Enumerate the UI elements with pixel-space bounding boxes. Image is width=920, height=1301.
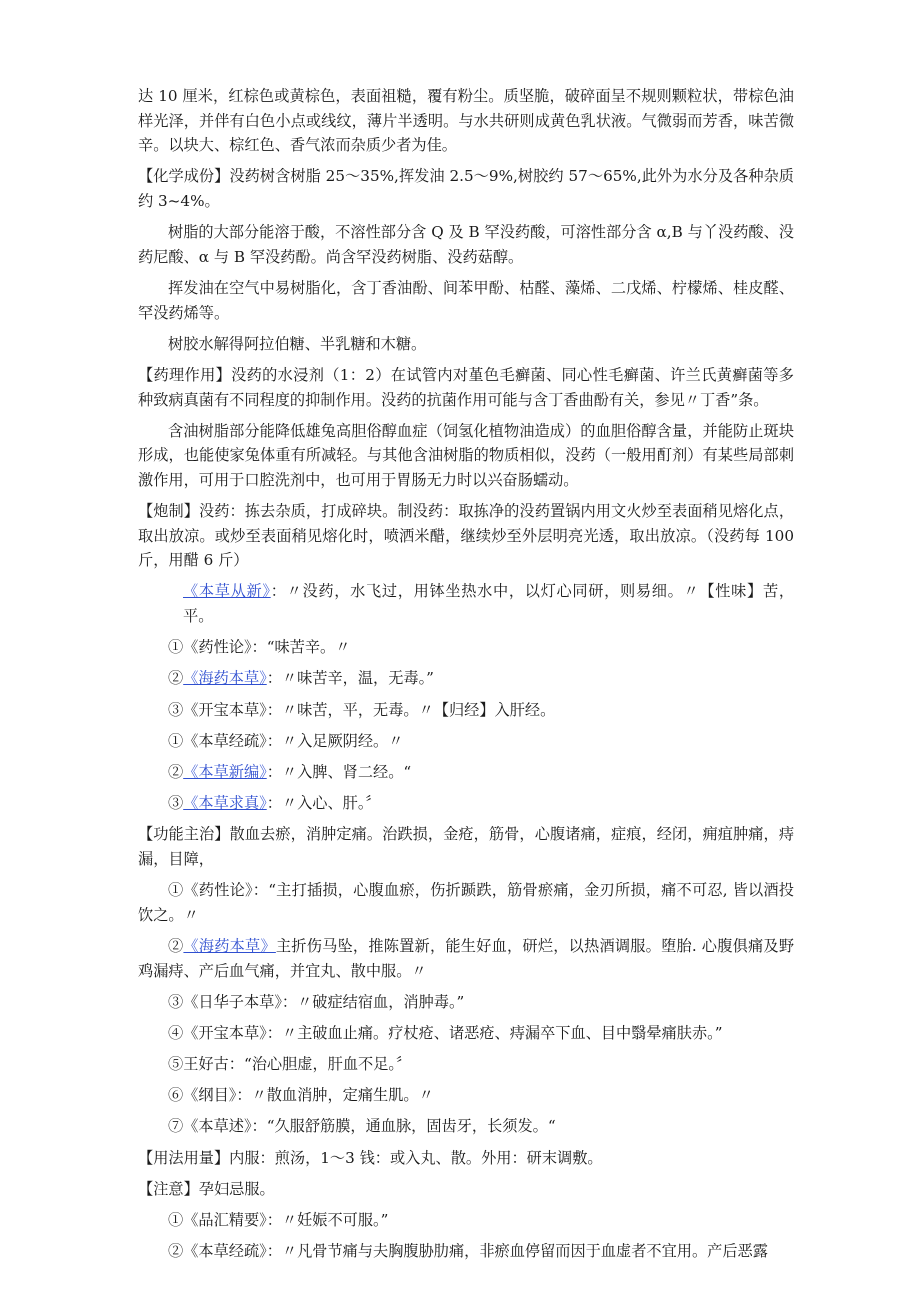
paragraph-text: ①《品汇精要》：〃妊娠不可服。”	[168, 1211, 389, 1229]
paragraph-text: 【注意】孕妇忌服。	[138, 1179, 275, 1198]
section-paragraph	[138, 363, 794, 412]
body-paragraph	[138, 276, 794, 325]
paragraph-text: ：〃味苦辛，温，无毒。”	[266, 669, 434, 688]
citation-line	[138, 791, 794, 816]
paragraph-text: ④《开宝本草》：〃主破血止痛。疗杖疮、诸恶疮、痔漏卒下血、目中翳晕痛肤赤。”	[168, 1023, 723, 1042]
paragraph-text: ③《日华子本草》：〃破症结宿血，消肿毒。”	[168, 992, 465, 1011]
citation-line	[138, 760, 794, 785]
citation-line	[138, 1083, 794, 1108]
citation-line	[138, 990, 794, 1015]
paragraph-text: 【化学成份】没药树含树脂 25～35%,挥发油 2.5～9%,树胶约 57～65%,此外为水分及各种杂质约 3~4%。	[138, 167, 794, 210]
section-paragraph	[138, 499, 794, 573]
paragraph-text: ②《本草经疏》：〃凡骨节痛与夫胸腹胁肋痛，非瘀血停留而因于血虚者不宜用。产后恶露	[168, 1242, 768, 1261]
paragraph-text: ⑥《纲目》：〃散血消肿，定痛生肌。〃	[168, 1086, 434, 1105]
citation-line	[138, 1208, 794, 1233]
paragraph-text: ：〃入脾、肾二经。“	[266, 762, 412, 781]
paragraph-text: ：〃入心、肝。〞	[266, 794, 381, 813]
citation-line	[138, 579, 794, 628]
citation-line	[138, 934, 794, 983]
citation-line	[138, 1021, 794, 1046]
paragraph-text: 【炮制】没药：拣去杂质，打成碎块。制没药：取拣净的没药置锅内用文火炒至表面稍见熔化点，取出放凉。或炒至表面稍见熔化时，喷洒米醋，继续炒至外层明亮光透，取出放凉。（没药每 100 斤，用醋 6 斤）	[138, 502, 794, 570]
paragraph-text: 含油树脂部分能降低雄兔高胆俗醇血症（饲氢化植物油造成）的血胆俗醇含量，并能防止斑块形成，也能使家兔体重有所减轻。与其他含油树脂的物质相似，没药（一般用酊剂）有某些局部刺激作用，可用于口腔洗剂中，也可用于胃肠无力时以兴奋肠蠕动。	[138, 421, 794, 489]
paragraph-text: 树脂的大部分能溶于酸，不溶性部分含 Q 及 B 罕没药酸，可溶性部分含 α,B 与丫没药酸、没药尼酸、α 与 B 罕没药酚。尚含罕没药树脂、没药菇醇。	[138, 223, 794, 266]
section-paragraph	[138, 164, 794, 213]
citation-line	[138, 878, 794, 927]
citation-line	[138, 1114, 794, 1139]
paragraph-text: ①《本草经疏》：〃入足厥阴经。〃	[168, 731, 404, 750]
source-link[interactable]: 《本草求真》	[183, 794, 267, 813]
citation-line	[138, 729, 794, 754]
paragraph-text: ⑤王好古：“治心胆虚，肝血不足。〞	[168, 1055, 412, 1074]
citation-line	[138, 1239, 794, 1264]
body-paragraph	[138, 220, 794, 269]
paragraph-text: 主折伤马坠，推陈置新，能生好血，研烂，以热酒调服。堕胎. 心腹俱痛及野鸡漏痔、产后血气痛，并宜丸、散中服。〃	[138, 936, 795, 980]
section-paragraph	[138, 84, 794, 158]
paragraph-text: 挥发油在空气中易树脂化，含丁香油酚、间苯甲酚、枯醛、藻烯、二戊烯、柠檬烯、桂皮醛、罕没药烯等。	[138, 278, 794, 322]
paragraph-text: 【用法用量】内服：煎汤，1～3 钱：或入丸、散。外用：研末调敷。	[138, 1148, 603, 1167]
section-paragraph	[138, 1177, 794, 1202]
paragraph-text: ③《开宝本草》：〃味苦，平，无毒。〃【归经】入肝经。	[168, 700, 556, 719]
source-link[interactable]: 《本草从新》	[183, 582, 271, 601]
source-link[interactable]: 《本草新编》	[183, 762, 267, 781]
section-paragraph	[138, 1146, 794, 1171]
item-number: ②	[168, 669, 184, 688]
body-paragraph	[138, 332, 794, 357]
section-paragraph	[138, 822, 794, 871]
paragraph-text: ①《药性论》：“主打插损，心腹血瘀，伤折踬跌，筋骨瘀痛，金刃所损，痛不可忍, 皆以酒投饮之。〃	[138, 881, 794, 924]
paragraph-text: ：〃没药，水飞过，用钵坐热水中，以灯心同研，则易细。〃【性味】苦，平。	[183, 582, 795, 626]
item-number: ③	[168, 794, 184, 813]
source-link[interactable]: 《海药本草》	[183, 669, 267, 688]
paragraph-text: ①《药性论》：“味苦辛。〃	[168, 638, 351, 657]
source-link[interactable]: 《海药本草》	[183, 936, 276, 955]
citation-line	[138, 698, 794, 723]
paragraph-text: 【功能主治】散血去瘀，消肿定痛。治跌损，金疮，筋骨，心腹诸痛，症痕，经闭，痈疽肿痛，痔漏，目障，	[138, 825, 794, 868]
document-body	[138, 84, 794, 1270]
citation-line	[138, 635, 794, 660]
citation-line	[138, 1052, 794, 1077]
paragraph-text: ⑦《本草述》：“久服舒筋膜，通血脉，固齿牙，长须发。“	[168, 1117, 556, 1136]
citation-line	[138, 666, 794, 691]
paragraph-text: 达 10 厘米，红棕色或黄棕色，表面祖糙，覆有粉尘。质坚脆，破碎面呈不规则颗粒状，带棕色油样光泽，并伴有白色小点或线纹，薄片半透明。与水共研则成黄色乳状液。气微弱而芳香，味苦微辛。以块大、棕红色、香气浓而杂质少者为佳。	[138, 87, 794, 155]
item-number: ②	[168, 762, 184, 781]
paragraph-text: 树胶水解得阿拉伯糖、半乳糖和木糖。	[168, 334, 427, 353]
item-number: ②	[168, 936, 184, 955]
body-paragraph	[138, 419, 794, 493]
paragraph-text: 【药理作用】没药的水浸剂（1：2）在试管内对堇色毛癣菌、同心性毛癣菌、许兰氏黄癣菌等多种致病真菌有不同程度的抑制作用。没药的抗菌作用可能与含丁香曲酚有关，参见〃丁香”条。	[138, 365, 794, 409]
